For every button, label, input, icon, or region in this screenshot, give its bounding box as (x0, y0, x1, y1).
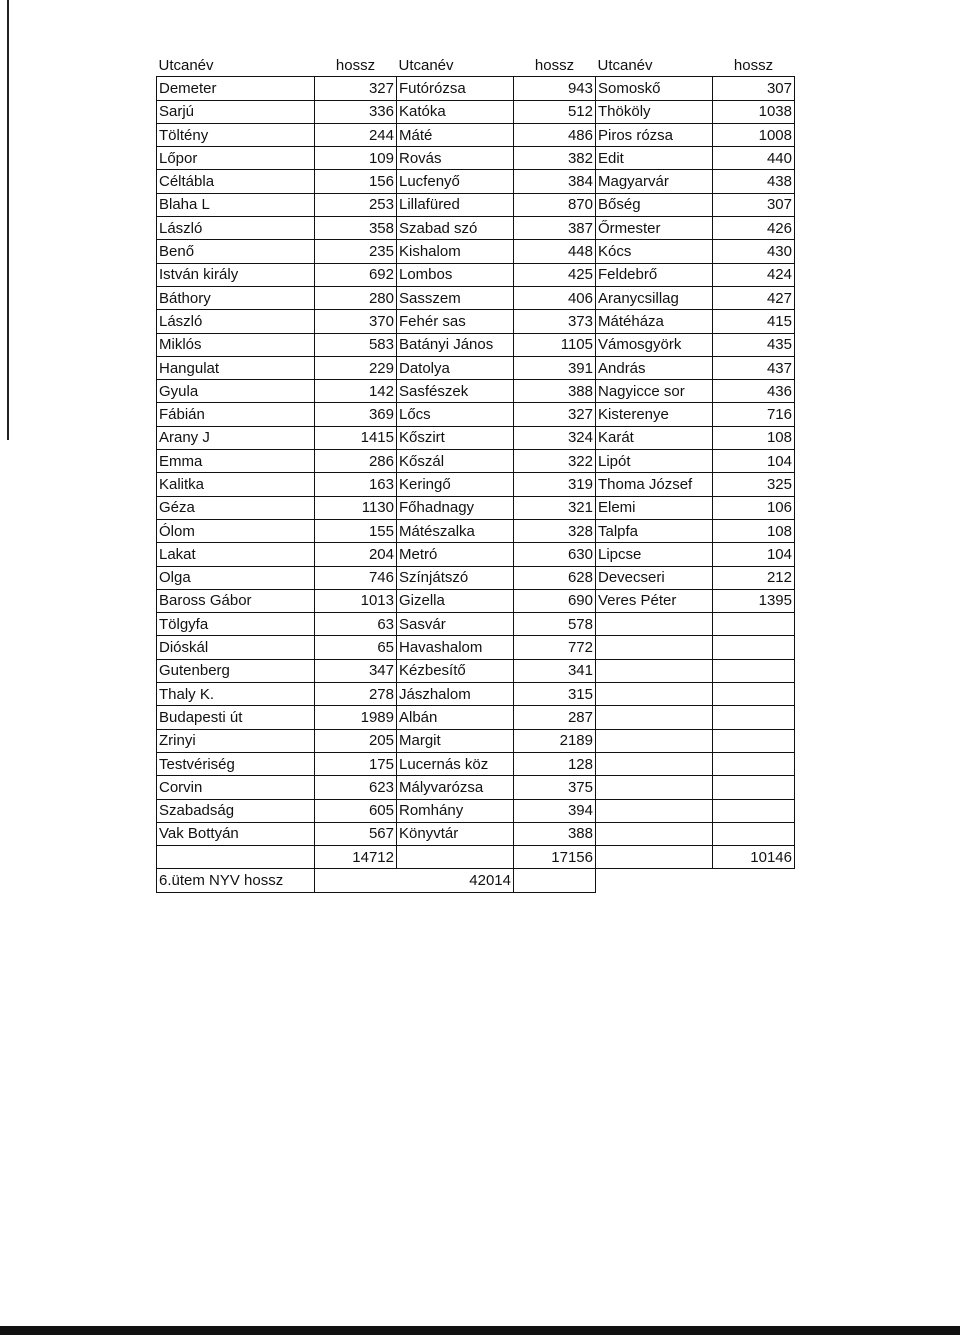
length-3 (713, 636, 795, 659)
street-name-1: Fábián (157, 403, 315, 426)
header-street-2: Utcanév (398, 56, 454, 74)
length-1: 235 (315, 240, 397, 263)
length-2: 1105 (514, 333, 596, 356)
street-length-table (156, 54, 795, 893)
length-2: 870 (514, 193, 596, 216)
length-1: 205 (315, 729, 397, 752)
street-name-1: László (157, 310, 315, 333)
table-body (157, 77, 795, 846)
scan-edge-line (7, 0, 9, 440)
length-1: 605 (315, 799, 397, 822)
street-name-2: Lucfenyő (397, 170, 514, 193)
street-name-2: Sasfészek (397, 380, 514, 403)
length-3: 108 (713, 426, 795, 449)
table-row (157, 240, 795, 263)
table-row (157, 589, 795, 612)
length-2: 287 (514, 706, 596, 729)
length-1: 229 (315, 356, 397, 379)
length-2: 373 (514, 310, 596, 333)
street-name-2: Kézbesítő (397, 659, 514, 682)
street-name-2: Jászhalom (397, 683, 514, 706)
street-name-1: Báthory (157, 286, 315, 309)
length-2: 327 (514, 403, 596, 426)
street-name-2: Futórózsa (397, 77, 514, 100)
length-3 (713, 706, 795, 729)
street-name-2: Rovás (397, 147, 514, 170)
street-name-2: Főhadnagy (397, 496, 514, 519)
header-street-1: Utcanév (158, 56, 214, 74)
street-name-2: Lillafüred (397, 193, 514, 216)
street-name-3: Kócs (596, 240, 713, 263)
length-3: 440 (713, 147, 795, 170)
length-3: 1008 (713, 123, 795, 146)
street-name-1: Blaha L (157, 193, 315, 216)
street-name-3: Aranycsillag (596, 286, 713, 309)
table-row (157, 170, 795, 193)
grand-total-empty-2 (713, 869, 795, 892)
length-1: 286 (315, 450, 397, 473)
length-3: 106 (713, 496, 795, 519)
length-3: 437 (713, 356, 795, 379)
street-name-3: Őrmester (596, 217, 713, 240)
table-row (157, 566, 795, 589)
table-row (157, 776, 795, 799)
length-1: 1130 (315, 496, 397, 519)
length-1: 280 (315, 286, 397, 309)
street-name-2: Máté (397, 123, 514, 146)
length-2: 772 (514, 636, 596, 659)
table-row (157, 286, 795, 309)
length-1: 204 (315, 543, 397, 566)
length-2: 406 (514, 286, 596, 309)
street-name-1: Gutenberg (157, 659, 315, 682)
table-row (157, 706, 795, 729)
street-name-1: Lakat (157, 543, 315, 566)
street-name-3: András (596, 356, 713, 379)
table-row (157, 217, 795, 240)
length-3: 104 (713, 543, 795, 566)
length-2: 391 (514, 356, 596, 379)
length-1: 1013 (315, 589, 397, 612)
street-name-2: Datolya (397, 356, 514, 379)
street-name-2: Lombos (397, 263, 514, 286)
street-name-1: Géza (157, 496, 315, 519)
total-col-2: 17156 (514, 846, 596, 869)
length-2: 321 (514, 496, 596, 519)
length-2: 2189 (514, 729, 596, 752)
table-row (157, 123, 795, 146)
street-name-2: Szabad szó (397, 217, 514, 240)
length-1: 336 (315, 100, 397, 123)
street-name-3 (596, 729, 713, 752)
table-row (157, 636, 795, 659)
table-row (157, 473, 795, 496)
bottom-scan-bar (0, 1326, 960, 1335)
length-2: 324 (514, 426, 596, 449)
length-3: 427 (713, 286, 795, 309)
length-3: 104 (713, 450, 795, 473)
street-name-2: Mályvarózsa (397, 776, 514, 799)
length-3: 307 (713, 193, 795, 216)
street-name-2: Lőcs (397, 403, 514, 426)
table-row (157, 729, 795, 752)
header-street-3: Utcanév (597, 56, 653, 74)
length-3: 435 (713, 333, 795, 356)
length-3 (713, 613, 795, 636)
table-row (157, 496, 795, 519)
table-row (157, 683, 795, 706)
length-2: 319 (514, 473, 596, 496)
length-1: 244 (315, 123, 397, 146)
street-name-1: Lőpor (157, 147, 315, 170)
street-name-1: Sarjú (157, 100, 315, 123)
length-2: 690 (514, 589, 596, 612)
length-1: 347 (315, 659, 397, 682)
street-name-1: Demeter (157, 77, 315, 100)
totals-blank-1 (157, 846, 315, 869)
totals-blank-3 (596, 846, 713, 869)
street-name-3: Lipót (596, 450, 713, 473)
street-name-2: Mátészalka (397, 519, 514, 542)
grand-total-value: 42014 (315, 869, 514, 892)
street-name-2: Könyvtár (397, 822, 514, 845)
length-3: 716 (713, 403, 795, 426)
street-name-2: Sasszem (397, 286, 514, 309)
street-name-3: Bőség (596, 193, 713, 216)
length-3: 424 (713, 263, 795, 286)
length-3: 430 (713, 240, 795, 263)
length-1: 1415 (315, 426, 397, 449)
length-2: 578 (514, 613, 596, 636)
street-name-1: Töltény (157, 123, 315, 146)
table-row (157, 403, 795, 426)
length-2: 394 (514, 799, 596, 822)
street-name-2: Fehér sas (397, 310, 514, 333)
length-2: 382 (514, 147, 596, 170)
street-name-2: Kőszirt (397, 426, 514, 449)
length-1: 142 (315, 380, 397, 403)
length-2: 341 (514, 659, 596, 682)
length-1: 746 (315, 566, 397, 589)
street-name-3: Veres Péter (596, 589, 713, 612)
length-1: 175 (315, 752, 397, 775)
street-name-1: Gyula (157, 380, 315, 403)
table-row (157, 333, 795, 356)
totals-row (157, 846, 795, 869)
street-name-2: Kőszál (397, 450, 514, 473)
street-name-1: Arany J (157, 426, 315, 449)
table-row (157, 799, 795, 822)
street-name-3 (596, 776, 713, 799)
length-1: 253 (315, 193, 397, 216)
street-name-3: Somoskő (596, 77, 713, 100)
length-2: 384 (514, 170, 596, 193)
street-name-1: Miklós (157, 333, 315, 356)
street-name-3 (596, 659, 713, 682)
totals-blank-2 (397, 846, 514, 869)
street-name-2: Romhány (397, 799, 514, 822)
street-name-1: Hangulat (157, 356, 315, 379)
length-1: 109 (315, 147, 397, 170)
table-row (157, 356, 795, 379)
street-name-3: Talpfa (596, 519, 713, 542)
length-1: 327 (315, 77, 397, 100)
length-1: 156 (315, 170, 397, 193)
table-row (157, 193, 795, 216)
street-name-2: Havashalom (397, 636, 514, 659)
table-row (157, 519, 795, 542)
street-name-1: Kalitka (157, 473, 315, 496)
street-name-1: Emma (157, 450, 315, 473)
street-name-2: Keringő (397, 473, 514, 496)
header-row (157, 54, 795, 77)
length-3: 426 (713, 217, 795, 240)
street-name-3 (596, 799, 713, 822)
table-row (157, 752, 795, 775)
table-row (157, 450, 795, 473)
street-name-2: Katóka (397, 100, 514, 123)
length-1: 65 (315, 636, 397, 659)
street-name-1: Budapesti út (157, 706, 315, 729)
table-row (157, 263, 795, 286)
street-name-3: Feldebrő (596, 263, 713, 286)
street-name-1: Vak Bottyán (157, 822, 315, 845)
length-2: 322 (514, 450, 596, 473)
street-name-3 (596, 683, 713, 706)
length-1: 278 (315, 683, 397, 706)
length-3: 212 (713, 566, 795, 589)
street-name-2: Színjátszó (397, 566, 514, 589)
street-name-3 (596, 706, 713, 729)
street-name-2: Metró (397, 543, 514, 566)
total-col-3: 10146 (713, 846, 795, 869)
length-3 (713, 659, 795, 682)
street-name-3: Lipcse (596, 543, 713, 566)
street-name-2: Batányi János (397, 333, 514, 356)
length-3: 325 (713, 473, 795, 496)
total-col-1: 14712 (315, 846, 397, 869)
grand-total-label: 6.ütem NYV hossz (157, 869, 315, 892)
grand-total-blank (514, 869, 596, 892)
street-name-3: Edit (596, 147, 713, 170)
table-row (157, 100, 795, 123)
street-name-3 (596, 613, 713, 636)
street-name-1: Testvériség (157, 752, 315, 775)
length-3 (713, 683, 795, 706)
street-name-2: Margit (397, 729, 514, 752)
street-name-3: Thoma József (596, 473, 713, 496)
length-1: 370 (315, 310, 397, 333)
street-name-1: Szabadság (157, 799, 315, 822)
table-row (157, 659, 795, 682)
length-1: 155 (315, 519, 397, 542)
table-row (157, 147, 795, 170)
street-name-3: Karát (596, 426, 713, 449)
length-3 (713, 799, 795, 822)
length-2: 448 (514, 240, 596, 263)
length-1: 163 (315, 473, 397, 496)
street-name-1: Thaly K. (157, 683, 315, 706)
street-name-1: Zrinyi (157, 729, 315, 752)
length-1: 358 (315, 217, 397, 240)
length-1: 583 (315, 333, 397, 356)
street-name-3: Nagyicce sor (596, 380, 713, 403)
length-1: 1989 (315, 706, 397, 729)
length-1: 623 (315, 776, 397, 799)
length-2: 512 (514, 100, 596, 123)
header-length-1: hossz (335, 56, 376, 74)
street-name-1: Corvin (157, 776, 315, 799)
street-name-2: Sasvár (397, 613, 514, 636)
street-name-1: Dióskál (157, 636, 315, 659)
length-1: 692 (315, 263, 397, 286)
street-name-3: Piros rózsa (596, 123, 713, 146)
grand-total-row (157, 869, 795, 892)
street-name-2: Gizella (397, 589, 514, 612)
street-name-2: Lucernás köz (397, 752, 514, 775)
street-name-3: Magyarvár (596, 170, 713, 193)
street-name-1: Ólom (157, 519, 315, 542)
length-2: 628 (514, 566, 596, 589)
street-name-1: Olga (157, 566, 315, 589)
street-name-1: Tölgyfa (157, 613, 315, 636)
table-row (157, 380, 795, 403)
length-3: 108 (713, 519, 795, 542)
grand-total-empty-1 (596, 869, 713, 892)
table-row (157, 77, 795, 100)
length-3 (713, 752, 795, 775)
length-1: 369 (315, 403, 397, 426)
table-row (157, 822, 795, 845)
street-name-1: Baross Gábor (157, 589, 315, 612)
street-name-3: Devecseri (596, 566, 713, 589)
street-name-2: Kishalom (397, 240, 514, 263)
length-2: 315 (514, 683, 596, 706)
street-name-3: Kisterenye (596, 403, 713, 426)
length-3 (713, 729, 795, 752)
street-name-1: László (157, 217, 315, 240)
length-1: 63 (315, 613, 397, 636)
table-row (157, 426, 795, 449)
length-2: 943 (514, 77, 596, 100)
length-2: 388 (514, 822, 596, 845)
street-name-3: Thököly (596, 100, 713, 123)
length-2: 388 (514, 380, 596, 403)
street-name-3: Vámosgyörk (596, 333, 713, 356)
length-1: 567 (315, 822, 397, 845)
street-length-sheet (156, 54, 795, 893)
street-name-2: Albán (397, 706, 514, 729)
length-3: 415 (713, 310, 795, 333)
street-name-3 (596, 752, 713, 775)
length-3: 307 (713, 77, 795, 100)
length-3: 438 (713, 170, 795, 193)
length-2: 375 (514, 776, 596, 799)
length-3: 436 (713, 380, 795, 403)
length-2: 630 (514, 543, 596, 566)
street-name-3 (596, 822, 713, 845)
length-2: 425 (514, 263, 596, 286)
length-2: 486 (514, 123, 596, 146)
street-name-1: István király (157, 263, 315, 286)
length-2: 328 (514, 519, 596, 542)
street-name-3: Elemi (596, 496, 713, 519)
length-3: 1038 (713, 100, 795, 123)
street-name-3 (596, 636, 713, 659)
street-name-3: Mátéháza (596, 310, 713, 333)
length-2: 128 (514, 752, 596, 775)
length-2: 387 (514, 217, 596, 240)
header-length-2: hossz (534, 56, 575, 74)
length-3 (713, 822, 795, 845)
street-name-1: Benő (157, 240, 315, 263)
length-3 (713, 776, 795, 799)
street-name-1: Céltábla (157, 170, 315, 193)
table-row (157, 310, 795, 333)
header-length-3: hossz (733, 56, 774, 74)
table-row (157, 613, 795, 636)
length-3: 1395 (713, 589, 795, 612)
table-row (157, 543, 795, 566)
